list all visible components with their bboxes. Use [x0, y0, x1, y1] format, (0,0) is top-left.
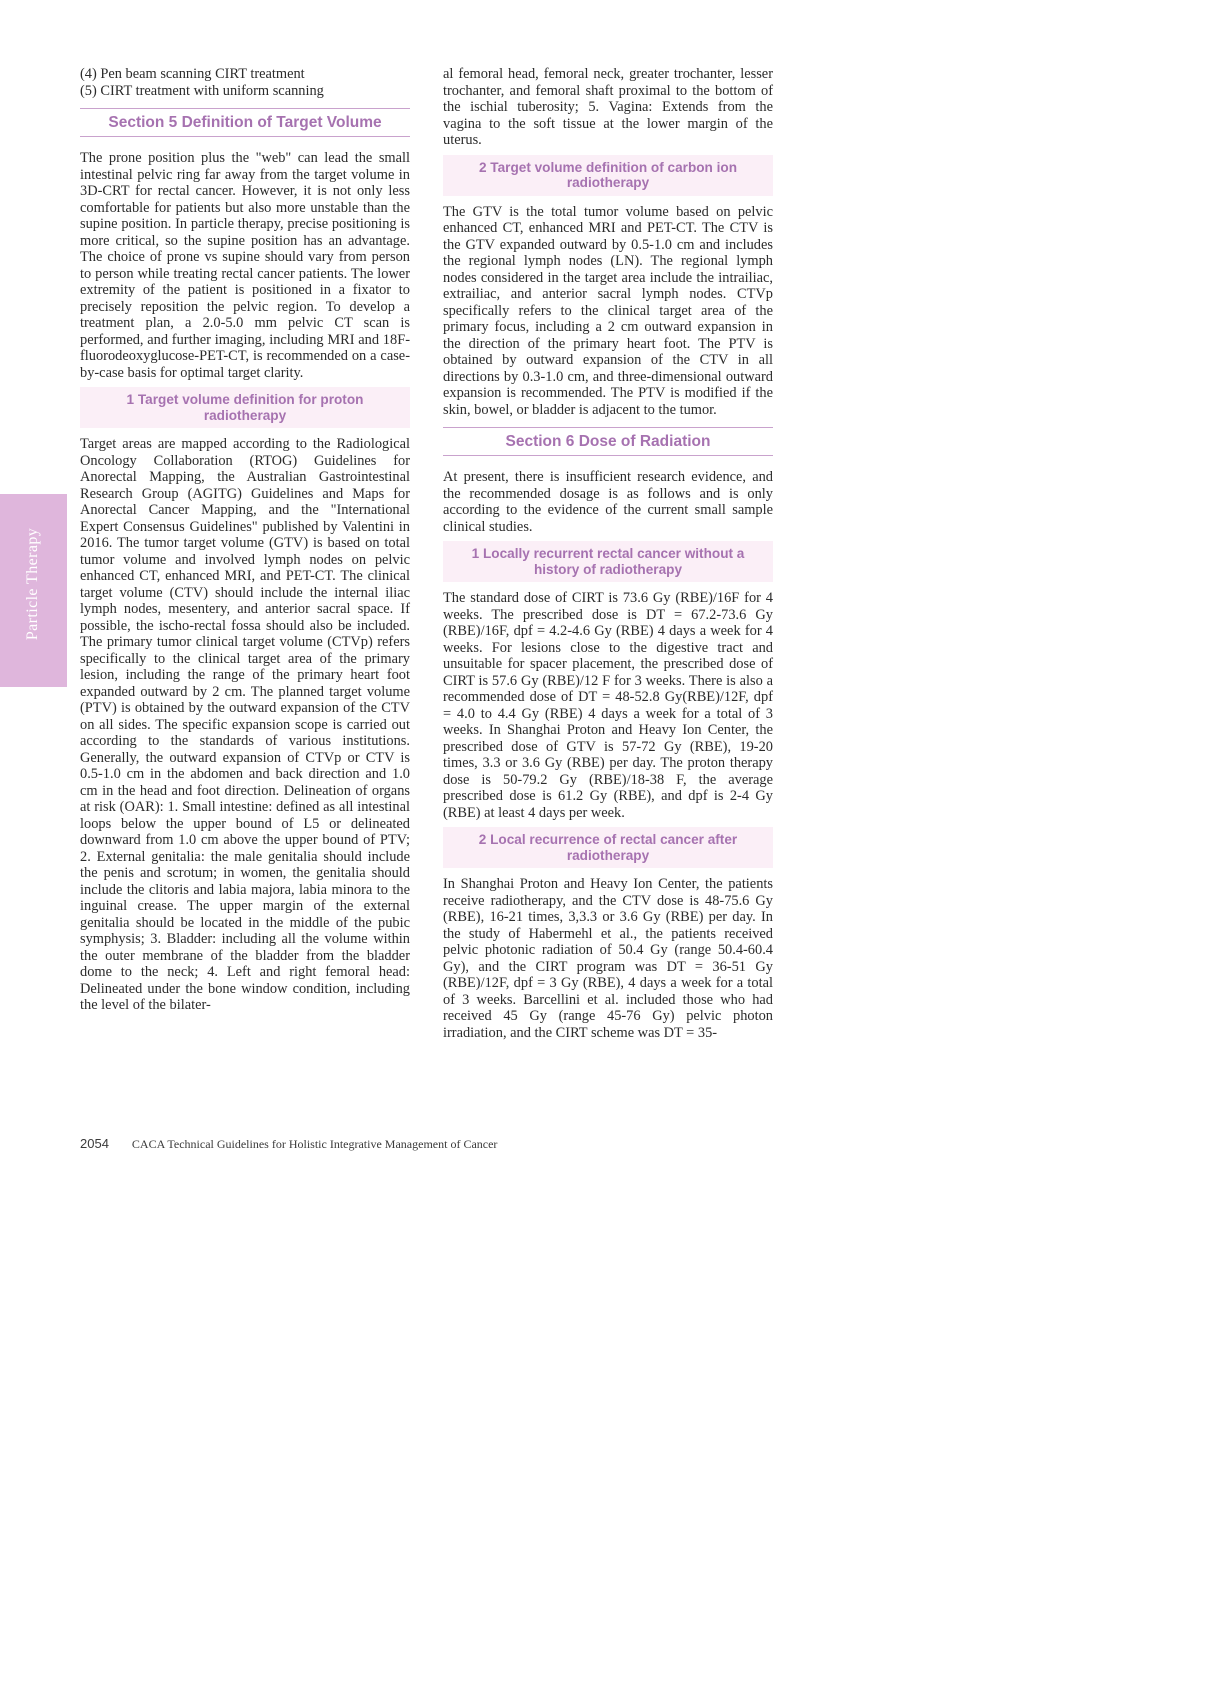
subsection-6-1-heading: 1 Locally recurrent rectal cancer without a history of radiotherapy — [443, 541, 773, 582]
paragraph-continued: al femoral head, femoral neck, greater trochanter, lesser trochanter, and femoral shaft proximal to the bottom of the ischial tuberosity; 5. Vagina: Extends from the vagina to the soft tissue at the lower margin of the uterus. — [443, 66, 773, 148]
list-item: (4) Pen beam scanning CIRT treatment — [80, 66, 305, 82]
page-footer — [80, 1136, 497, 1152]
paragraph-dose-2: In Shanghai Proton and Heavy Ion Center, the patients receive radiotherapy, and the CTV dose is 48-75.6 Gy (RBE), 16-21 times, 3,3.3 or 3.6 Gy (RBE) per day. In the study of Habermehl et al., the patients received pelvic photonic radiation of 50.4 Gy (range 50.4-60.4 Gy), and the CIRT program was DT = 36-51 Gy (RBE)/12F, dpf = 3 Gy (RBE), 4 days a week for a total of 3 weeks. Barcellini et al. included those who had received 45 Gy (range 45-76 Gy) pelvic photon irradiation, and the CIRT scheme was DT = 35- — [443, 876, 773, 1041]
journal-title: CACA Technical Guidelines for Holistic Integrative Management of Cancer — [131, 1137, 498, 1151]
paragraph-proton: Target areas are mapped according to the Radiological Oncology Collaboration (RTOG) Guidelines for Anorectal Mapping, the Australian Gastrointestinal Research Group (AGITG) Guidelines and Maps for Anorectal Cancer Mapping, and the "International Expert Consensus Guidelines" published by Valentini in 2016. The tumor target volume (GTV) is based on total tumor volume and involved lymph nodes on pelvic enhanced CT, enhanced MRI, and PET-CT. The clinical target volume (CTV) should include the internal iliac lymph nodes, mesentery, and anterior sacral space. If possible, the ischo-rectal fossa should also be included. The primary tumor clinical target volume (CTVp) refers specifically to the clinical target area of the primary lesion, including the range of the primary heart foot expanded outward by 2 cm. The planned target volume (PTV) is obtained by the outward expansion of the CTV on all sides. The specific expansion scope is carried out according to the standards of various institutions. Generally, the outward expansion of CTVp or CTV is 0.5-1.0 cm in the abdomen and back direction and 1.0 cm in the head and foot direction. Delineation of organs at risk (OAR): 1. Small intestine: defined as all intestinal loops below the upper bound of L5 or delineated downward from 1.0 cm above the upper bound of PTV; 2. External genitalia: the male genitalia should include the penis and scrotum; in women, the genitalia should include the clitoris and labia majora, labia minora to the inguinal crease. The upper margin of the external genitalia should be located in the middle of the pubic symphysis; 3. Bladder: including all the volume within the outer membrane of the bladder from the bladder dome to the neck; 4. Left and right femoral head: Delineated under the bone window condition, including the level of the bilater- — [80, 436, 410, 1013]
paragraph-dose-1: The standard dose of CIRT is 73.6 Gy (RBE)/16F for 4 weeks. The prescribed dose is DT = 67.2-73.6 Gy (RBE)/16F, dpf = 4.2-4.6 Gy (RBE) 4 days a week for 4 weeks. For lesions close to the digestive tract and unsuitable for spacer placement, the prescribed dose of CIRT is 57.6 Gy (RBE)/12 F for 3 weeks. There is also a recommended dose of DT = 48-52.8 Gy(RBE)/12F, dpf = 4.0 to 4.4 Gy (RBE) 4 days a week for a total of 3 weeks. In Shanghai Proton and Heavy Ion Center, the prescribed dose of GTV is 57-72 Gy (RBE), 19-20 times, 3.3 or 3.6 Gy (RBE) per day. The proton therapy dose is 50-79.2 Gy (RBE)/18-38 F, the average prescribed dose is 61.2 Gy (RBE), and dpf is 2-4 Gy (RBE) at least 4 days per week. — [443, 590, 773, 821]
side-tab-label: Particle Therapy — [24, 527, 41, 641]
subsection-2-heading: 2 Target volume definition of carbon ion radiotherapy — [443, 155, 773, 196]
right-column — [443, 66, 773, 1041]
subsection-6-2-heading: 2 Local recurrence of rectal cancer after radiotherapy — [443, 827, 773, 868]
page-number: 2054 — [80, 1136, 109, 1151]
paragraph-carbon: The GTV is the total tumor volume based on pelvic enhanced CT, enhanced MRI and PET-CT. The CTV is the GTV expanded outward by 0.5-1.0 cm and includes the regional lymph nodes (LN). The regional lymph nodes considered in the target area include the intrailiac, extrailiac, and anterior sacral lymph nodes. CTVp specifically refers to the clinical target area of the primary focus, including a 2 cm outward expansion in the direction of the primary heart foot. The PTV is obtained by outward expansion of the CTV in all directions by 0.3-1.0 cm, and three-dimensional outward expansion is recommended. The PTV is modified if the skin, bowel, or bladder is adjacent to the tumor. — [443, 203, 773, 418]
list-item: (5) CIRT treatment with uniform scanning — [80, 82, 324, 99]
paragraph-intro: The prone position plus the "web" can lead the small intestinal pelvic ring far away from the target volume in 3D-CRT for rectal cancer. However, it is not only less comfortable for patients but also more unstable than the supine position. In particle therapy, precise positioning is more critical, so the supine position has an advantage. The choice of prone vs supine should vary from person to person while treating rectal cancer patients. The lower extremity of the patient is positioned in a fixator to precisely reposition the pelvic region. To develop a treatment plan, a 2.0-5.0 mm pelvic CT scan is performed, and further imaging, including MRI and 18F-fluorodeoxyglucose-PET-CT, is recommended on a case-by-case basis for optimal target clarity. — [80, 150, 410, 381]
left-column — [80, 66, 410, 1014]
section-5-heading: Section 5 Definition of Target Volume — [80, 108, 410, 137]
subsection-1-heading: 1 Target volume definition for proton radiotherapy — [80, 387, 410, 428]
side-tab — [0, 494, 67, 687]
section-6-heading: Section 6 Dose of Radiation — [443, 427, 773, 456]
paragraph-dose-intro: At present, there is insufficient research evidence, and the recommended dosage is as follows and is only according to the evidence of the current small sample clinical studies. — [443, 469, 773, 535]
